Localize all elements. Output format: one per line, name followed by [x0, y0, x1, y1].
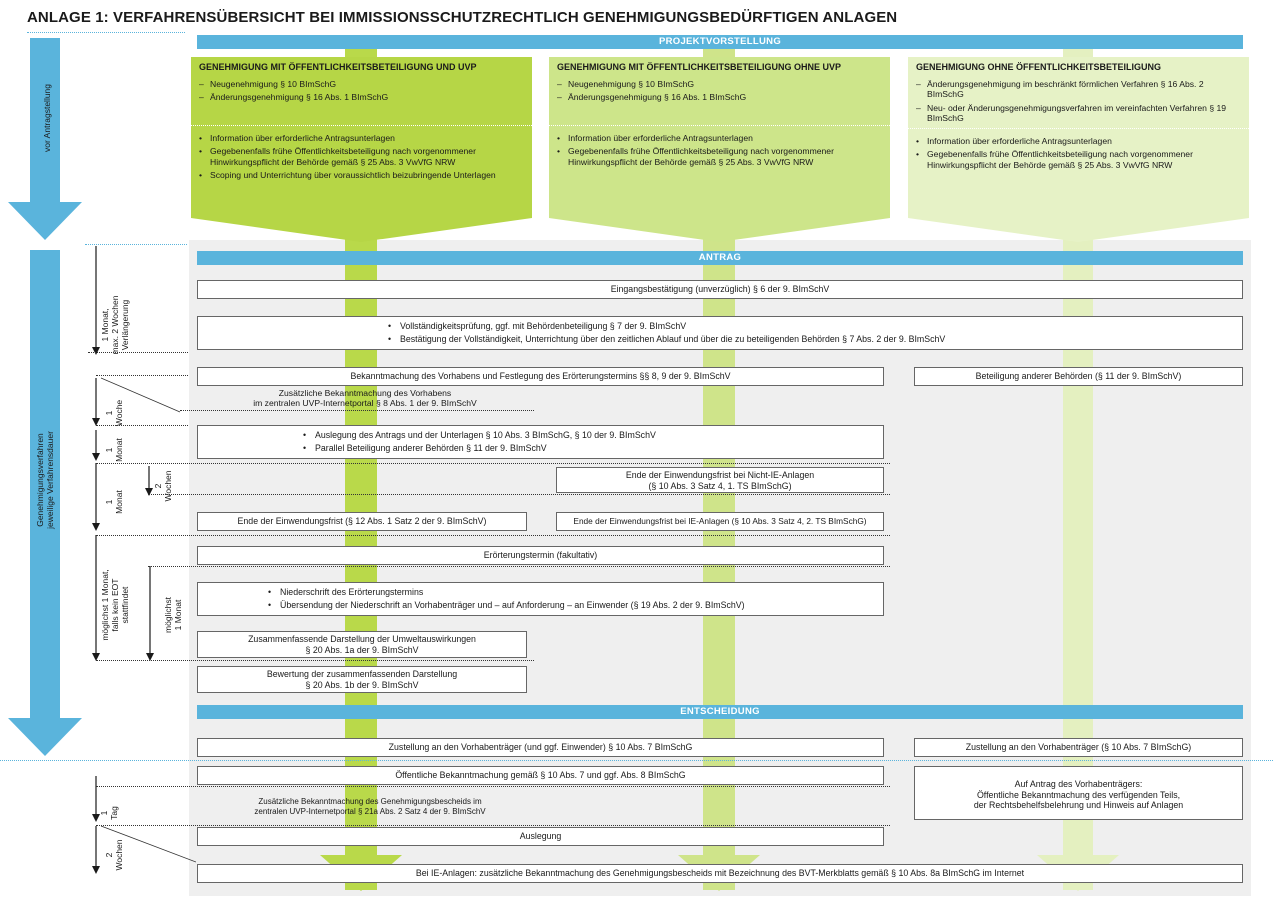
phase-label-genehmigung: [35, 400, 55, 560]
timeline-label-line: Tag: [109, 806, 119, 820]
step-eroerterungstermin: Erörterungstermin (fakultativ): [197, 546, 884, 565]
bar-projektvorstellung: PROJEKTVORSTELLUNG: [197, 35, 1243, 49]
column-ohne-uvp-item: – Änderungsgenehmigung § 16 Abs. 1 BImSchG: [557, 92, 882, 103]
timeline-label-line: möglichst: [163, 597, 173, 633]
column-uvp: [191, 57, 532, 218]
step-ende-einwendung-ie: Ende der Einwendungsfrist bei IE-Anlagen (§ 10 Abs. 3 Satz 4, 2. TS BImSchG): [556, 512, 884, 531]
column-ohne-oeff-item: • Information über erforderliche Antragsunterlagen: [916, 136, 1241, 147]
bar-antrag: ANTRAG: [197, 251, 1243, 265]
timeline-label-line: Woche: [114, 399, 124, 427]
timeline-label-line: Monat: [114, 490, 124, 514]
column-ohne-uvp-item: • Information über erforderliche Antragsunterlagen: [557, 133, 882, 144]
step-oeffentliche-bekanntmachung: Öffentliche Bekanntmachung gemäß § 10 Abs. 7 und ggf. Abs. 8 BImSchG: [197, 766, 884, 785]
timeline-label-line: Verlängerung: [120, 299, 130, 351]
step-zusammenfassende-darstellung: [197, 631, 527, 658]
step-ende-einwendung-nicht-ie: [556, 467, 884, 493]
dotted-separator: [148, 494, 890, 495]
column-ohne-uvp-divider: [549, 125, 890, 126]
column-uvp-item: • Information über erforderliche Antragsunterlagen: [199, 133, 524, 144]
column-ohne-uvp-item: • Gegebenenfalls frühe Öffentlichkeitsbeteiligung nach vorgenommener Hinwirkungspflicht der Behörde gemäß § 25 Abs. 3 VwVfG NRW: [557, 146, 882, 167]
col1-arrow: [191, 218, 532, 242]
column-uvp-item: • Gegebenenfalls frühe Öffentlichkeitsbeteiligung nach vorgenommener Hinwirkungspflicht der Behörde gemäß § 25 Abs. 3 VwVfG NRW: [199, 146, 524, 167]
timeline-label-line: 2: [104, 852, 114, 858]
step-uvp-bescheid-line1: Zusätzliche Bekanntmachung des Genehmigungsbescheids im: [258, 797, 482, 806]
step-auslegung-item: • Auslegung des Antrags und der Unterlagen § 10 Abs. 3 BImSchG, § 10 der 9. BImSchV: [303, 430, 883, 441]
column-ohne-uvp: [549, 57, 890, 218]
step-auslegung-item: • Parallel Beteiligung anderer Behörden § 11 der 9. BImSchV: [303, 443, 883, 454]
column-ohne-oeff-item: • Gegebenenfalls frühe Öffentlichkeitsbeteiligung nach vorgenommener Hinwirkungspflicht der Behörde gemäß § 25 Abs. 3 VwVfG NRW: [916, 149, 1241, 170]
column-uvp-divider: [191, 125, 532, 126]
step-beteiligung-behoerden: Beteiligung anderer Behörden (§ 11 der 9. BImSchV): [914, 367, 1243, 386]
step-nicht-ie-line2: (§ 10 Abs. 3 Satz 4, 1. TS BImSchG): [648, 480, 792, 491]
step-auf-antrag-line1: Auf Antrag des Vorhabenträgers:: [1014, 779, 1143, 789]
timeline-label-moeglichst-1-monat: [163, 575, 183, 655]
timeline-label-line: 1: [99, 810, 109, 816]
step-auf-antrag-line3: der Rechtsbehelfsbelehrung und Hinweis auf Anlagen: [973, 800, 1184, 810]
step-niederschrift: [197, 582, 884, 616]
timeline-label-line: 1: [104, 447, 114, 453]
step-eingangsbestaetigung: Eingangsbestätigung (unverzüglich) § 6 der 9. BImSchV: [197, 280, 1243, 299]
dotted-separator: [96, 425, 188, 426]
dotted-separator: [96, 660, 534, 661]
step-vollstaendigkeit-item: • Bestätigung der Vollständigkeit, Unterrichtung über den zeitlichen Ablauf und über die zu beteiligenden Behörden § 7 Abs. 2 der 9. BImSchV: [388, 334, 1242, 345]
step-nicht-ie-line1: Ende der Einwendungsfrist bei Nicht-IE-Anlagen: [625, 470, 815, 480]
column-uvp-heading: GENEHMIGUNG MIT ÖFFENTLICHKEITSBETEILIGUNG UND UVP: [199, 62, 477, 72]
step-auslegung: Auslegung: [197, 827, 884, 846]
dotted-separator: [96, 375, 188, 376]
timeline-label-1-monat: [100, 275, 130, 375]
column-ohne-oeff-divider: [908, 128, 1249, 129]
step-zustellung-ohne-oeff: Zustellung an den Vorhabenträger (§ 10 Abs. 7 BImSchG): [914, 738, 1243, 757]
dotted-separator: [96, 535, 890, 536]
step-niederschrift-item: • Übersendung der Niederschrift an Vorhabenträger und – auf Anforderung – an Einwender (§ 19 Abs. 2 der 9. BImSchV): [268, 600, 883, 611]
step-uvp-portal-line2: im zentralen UVP-Internetportal § 8 Abs. 1 der 9. BImSchV: [253, 398, 477, 408]
phase-label-genehmigung-line1: Genehmigungsverfahren: [35, 433, 45, 527]
dotted-separator: [96, 786, 890, 787]
step-zus-line1: Zusammenfassende Darstellung der Umweltauswirkungen: [248, 634, 476, 644]
step-auf-antrag: [914, 766, 1243, 820]
step-bew-line2: § 20 Abs. 1b der 9. BImSchV: [305, 679, 419, 690]
phase-label-genehmigung-line2: jeweilige Verfahrensdauer: [45, 431, 55, 529]
timeline-label-line: Monat: [114, 438, 124, 462]
timeline-label-line: 1 Monat,: [100, 308, 110, 342]
column-ohne-uvp-item: – Neugenehmigung § 10 BImSchG: [557, 79, 882, 90]
timeline-label-line: stattfindet: [120, 586, 130, 624]
step-bew-line1: Bewertung der zusammenfassenden Darstellung: [266, 669, 458, 679]
timeline-label-1-monat-c: [104, 477, 124, 527]
column-ohne-oeff-item: – Neu- oder Änderungsgenehmigungsverfahren im vereinfachten Verfahren § 19 BImSchG: [916, 103, 1241, 124]
timeline-label-2-wochen: [153, 466, 173, 506]
step-uvp-portal: [190, 388, 540, 408]
col2-arrow: [549, 218, 890, 242]
step-bewertung: [197, 666, 527, 693]
timeline-label-line: 1: [104, 410, 114, 416]
step-bekanntmachung: Bekanntmachung des Vorhabens und Festlegung des Erörterungstermins §§ 8, 9 der 9. BImSchV: [197, 367, 884, 386]
dotted-separator: [180, 410, 534, 411]
dotted-separator: [88, 352, 188, 353]
timeline-label-1-monat-b: [104, 425, 124, 475]
title-underline: [27, 32, 185, 33]
column-uvp-item: • Scoping und Unterrichtung über voraussichtlich beizubringende Unterlagen: [199, 170, 524, 181]
step-ende-einwendung: Ende der Einwendungsfrist (§ 12 Abs. 1 Satz 2 der 9. BImSchV): [197, 512, 527, 531]
bar-entscheidung: ENTSCHEIDUNG: [197, 705, 1243, 719]
step-niederschrift-item: • Niederschrift des Erörterungstermins: [268, 587, 883, 598]
column-ohne-uvp-heading: GENEHMIGUNG MIT ÖFFENTLICHKEITSBETEILIGUNG OHNE UVP: [557, 62, 842, 72]
step-vollstaendigkeit-item: • Vollständigkeitsprüfung, ggf. mit Behördenbeteiligung § 7 der 9. BImSchV: [388, 321, 1242, 332]
dotted-separator: [96, 825, 890, 826]
timeline-label-line: 2: [153, 483, 163, 489]
dotted-separator: [148, 566, 890, 567]
column-uvp-item: – Änderungsgenehmigung § 16 Abs. 1 BImSchG: [199, 92, 524, 103]
page-title: ANLAGE 1: VERFAHRENSÜBERSICHT BEI IMMISSIONSSCHUTZRECHTLICH GENEHMIGUNGSBEDÜRFTIGEN ANLAGEN: [27, 9, 898, 26]
step-uvp-bescheid: [190, 797, 550, 817]
timeline-label-line: Wochen: [163, 470, 173, 502]
dotted-separator: [96, 463, 890, 464]
column-ohne-oeff-item: – Änderungsgenehmigung im beschränkt förmlichen Verfahren § 16 Abs. 2 BImSchG: [916, 79, 1241, 100]
step-zustellung: Zustellung an den Vorhabenträger (und ggf. Einwender) § 10 Abs. 7 BImSchG: [197, 738, 884, 757]
step-auslegung-antrag: [197, 425, 884, 459]
step-zus-line2: § 20 Abs. 1a der 9. BImSchV: [305, 644, 419, 655]
column-ohne-oeff: [908, 57, 1249, 218]
col3-arrow: [908, 218, 1249, 242]
timeline-label-1-tag: [99, 793, 119, 833]
step-uvp-portal-line1: Zusätzliche Bekanntmachung des Vorhabens: [278, 388, 452, 398]
timeline-label-line: 1 Monat: [173, 599, 183, 631]
timeline-label-moeglichst-eot: [100, 555, 130, 655]
timeline-label-line: falls kein EOT: [110, 578, 120, 632]
step-uvp-bescheid-line2: zentralen UVP-Internetportal § 21a Abs. 2 Satz 4 der 9. BImSchV: [254, 807, 486, 816]
step-ie-bekanntmachung: Bei IE-Anlagen: zusätzliche Bekanntmachung des Genehmigungsbescheids mit Bezeichnung des BVT-Merkblatts gemäß § 10 Abs. 8a BImSchG im Internet: [197, 864, 1243, 883]
column-uvp-item: – Neugenehmigung § 10 BImSchG: [199, 79, 524, 90]
timeline-label-line: möglichst 1 Monat,: [100, 569, 110, 641]
step-auf-antrag-line2: Öffentliche Bekanntmachung des verfügenden Teils,: [976, 789, 1181, 800]
timeline-label-line: 1: [104, 499, 114, 505]
timeline-label-2-wochen-b: [104, 830, 124, 880]
column-ohne-oeff-heading: GENEHMIGUNG OHNE ÖFFENTLICHKEITSBETEILIGUNG: [916, 62, 1162, 72]
timeline-label-line: Wochen: [114, 839, 124, 871]
step-vollstaendigkeit: [197, 316, 1243, 350]
timeline-label-line: max. 2 Wochen: [110, 295, 120, 355]
phase-label-vor-antrag: vor Antragstellung: [42, 83, 52, 153]
